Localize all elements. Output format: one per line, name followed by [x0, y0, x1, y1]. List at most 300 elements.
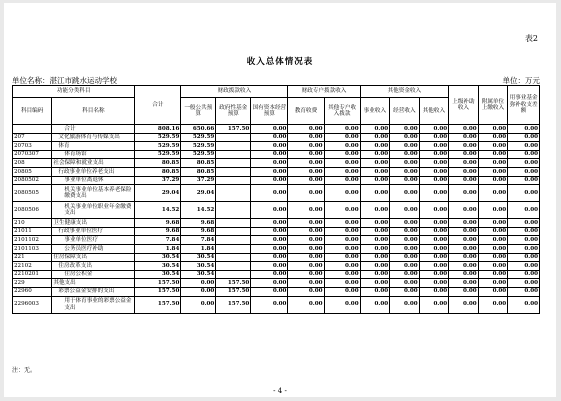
cell-oper: 0.00	[390, 236, 420, 245]
cell-gov-fund	[216, 236, 251, 245]
table-row	[13, 227, 540, 236]
cell-general: 80.85	[181, 167, 216, 176]
row-name: 社会保障和就业支出	[52, 159, 135, 168]
cell-bal: 0.00	[508, 296, 540, 313]
cell-sub: 0.00	[478, 185, 508, 202]
cell-upper: 0.00	[449, 296, 479, 313]
cell-sub: 0.00	[478, 227, 508, 236]
cell-other-sp: 0.00	[324, 279, 360, 288]
cell-bal: 0.00	[508, 202, 540, 219]
cell-biz: 0.00	[360, 185, 390, 202]
row-code: 2080502	[13, 176, 52, 185]
row-name: 事业单位离退休	[52, 176, 135, 185]
table-row	[13, 244, 540, 253]
row-name: 住房公积金	[52, 270, 135, 279]
cell-general: 29.04	[181, 185, 216, 202]
cell-biz: 0.00	[360, 270, 390, 279]
cell-biz: 0.00	[360, 227, 390, 236]
header-general-budget: 一般公共预算	[181, 98, 216, 125]
cell-other: 0.00	[419, 150, 449, 159]
row-name: 机关事业单位职业年金缴费支出	[52, 202, 135, 219]
cell-upper: 0.00	[449, 159, 479, 168]
cell-general: 529.59	[181, 133, 216, 142]
cell-sub: 0.00	[478, 253, 508, 262]
cell-oper: 0.00	[390, 142, 420, 151]
cell-other-sp: 0.00	[324, 287, 360, 296]
row-name: 行政事业单位养老支出	[52, 167, 135, 176]
cell-biz: 0.00	[360, 150, 390, 159]
cell-other-sp: 0.00	[324, 150, 360, 159]
row-name: 其他支出	[52, 279, 135, 288]
cell-edu: 0.00	[288, 219, 324, 228]
cell-sub: 0.00	[478, 296, 508, 313]
cell-other: 0.00	[419, 133, 449, 142]
income-summary-table	[12, 85, 540, 314]
cell-general: 529.59	[181, 150, 216, 159]
cell-oper: 0.00	[390, 227, 420, 236]
cell-bal: 0.00	[508, 159, 540, 168]
cell-general: 9.68	[181, 219, 216, 228]
cell-general: 37.29	[181, 176, 216, 185]
cell-sub: 0.00	[478, 176, 508, 185]
header-subordinate: 附属单位上缴收入	[478, 86, 508, 125]
cell-edu: 0.00	[288, 270, 324, 279]
table-row	[13, 287, 540, 296]
table-title: 收入总体情况表	[246, 57, 314, 67]
cell-other-sp: 0.00	[324, 185, 360, 202]
cell-upper: 0.00	[449, 287, 479, 296]
cell-biz: 0.00	[360, 167, 390, 176]
table-row	[13, 202, 540, 219]
cell-gov-fund	[216, 244, 251, 253]
cell-other: 0.00	[419, 185, 449, 202]
row-code	[13, 125, 52, 134]
row-name: 卫生健康支出	[52, 219, 135, 228]
cell-other: 0.00	[419, 236, 449, 245]
header-other-special: 其他专户收入拨款	[324, 98, 360, 125]
cell-total: 29.04	[135, 185, 181, 202]
cell-bal: 0.00	[508, 219, 540, 228]
table-row	[13, 159, 540, 168]
cell-biz: 0.00	[360, 133, 390, 142]
cell-oper: 0.00	[390, 202, 420, 219]
cell-sub: 0.00	[478, 202, 508, 219]
cell-total: 9.68	[135, 219, 181, 228]
cell-state: 0.00	[251, 236, 288, 245]
cell-oper: 0.00	[390, 125, 420, 134]
cell-total: 37.29	[135, 176, 181, 185]
header-gov-fund: 政府性基金预算	[216, 98, 251, 125]
cell-total: 529.59	[135, 142, 181, 151]
row-name: 彩票公益金安排的支出	[52, 287, 135, 296]
cell-sub: 0.00	[478, 142, 508, 151]
header-name: 科目名称	[52, 98, 135, 125]
cell-biz: 0.00	[360, 219, 390, 228]
cell-total: 80.85	[135, 167, 181, 176]
header-business: 事业收入	[360, 98, 390, 125]
row-code: 221	[13, 253, 52, 262]
row-code: 210	[13, 219, 52, 228]
cell-state: 0.00	[251, 202, 288, 219]
cell-state: 0.00	[251, 253, 288, 262]
cell-gov-fund	[216, 185, 251, 202]
cell-biz: 0.00	[360, 244, 390, 253]
page-number: - 4 -	[273, 387, 287, 395]
cell-state: 0.00	[251, 262, 288, 271]
cell-other: 0.00	[419, 262, 449, 271]
row-code: 20703	[13, 142, 52, 151]
cell-sub: 0.00	[478, 219, 508, 228]
cell-sub: 0.00	[478, 270, 508, 279]
header-code: 科目编码	[13, 98, 52, 125]
cell-other-sp: 0.00	[324, 296, 360, 313]
cell-general: 1.84	[181, 244, 216, 253]
cell-sub: 0.00	[478, 150, 508, 159]
cell-gov-fund	[216, 159, 251, 168]
cell-total: 14.52	[135, 202, 181, 219]
header-total: 合计	[135, 86, 181, 125]
cell-gov-fund: 157.50	[216, 296, 251, 313]
cell-bal: 0.00	[508, 167, 540, 176]
table-row	[13, 279, 540, 288]
cell-upper: 0.00	[449, 125, 479, 134]
cell-bal: 0.00	[508, 185, 540, 202]
cell-total: 529.59	[135, 150, 181, 159]
row-code: 2210201	[13, 270, 52, 279]
sheet-number: 表2	[524, 34, 538, 43]
cell-oper: 0.00	[390, 287, 420, 296]
cell-sub: 0.00	[478, 287, 508, 296]
header-upper-subsidy: 上级补助收入	[449, 86, 479, 125]
cell-other-sp: 0.00	[324, 253, 360, 262]
cell-bal: 0.00	[508, 279, 540, 288]
cell-other-sp: 0.00	[324, 176, 360, 185]
cell-bal: 0.00	[508, 253, 540, 262]
cell-edu: 0.00	[288, 125, 324, 134]
cell-general: 0.00	[181, 296, 216, 313]
cell-other-sp: 0.00	[324, 219, 360, 228]
cell-state: 0.00	[251, 244, 288, 253]
cell-edu: 0.00	[288, 150, 324, 159]
cell-total: 1.84	[135, 244, 181, 253]
cell-general: 7.84	[181, 236, 216, 245]
cell-biz: 0.00	[360, 296, 390, 313]
cell-upper: 0.00	[449, 176, 479, 185]
cell-edu: 0.00	[288, 133, 324, 142]
cell-edu: 0.00	[288, 287, 324, 296]
cell-upper: 0.00	[449, 219, 479, 228]
cell-upper: 0.00	[449, 262, 479, 271]
row-code: 2101102	[13, 236, 52, 245]
cell-sub: 0.00	[478, 236, 508, 245]
row-code: 2080505	[13, 185, 52, 202]
cell-other: 0.00	[419, 287, 449, 296]
cell-oper: 0.00	[390, 296, 420, 313]
table-row	[13, 262, 540, 271]
table-body	[13, 125, 540, 314]
row-name: 体育	[52, 142, 135, 151]
cell-state: 0.00	[251, 287, 288, 296]
cell-other: 0.00	[419, 202, 449, 219]
cell-other-sp: 0.00	[324, 227, 360, 236]
cell-biz: 0.00	[360, 202, 390, 219]
cell-gov-fund	[216, 253, 251, 262]
unit-name: 单位名称：湛江市跳水运动学校	[12, 76, 117, 85]
cell-biz: 0.00	[360, 236, 390, 245]
cell-bal: 0.00	[508, 236, 540, 245]
cell-total: 7.84	[135, 236, 181, 245]
cell-upper: 0.00	[449, 202, 479, 219]
cell-edu: 0.00	[288, 185, 324, 202]
table-row	[13, 219, 540, 228]
cell-sub: 0.00	[478, 244, 508, 253]
cell-edu: 0.00	[288, 142, 324, 151]
row-name: 机关事业单位基本养老保险缴费支出	[52, 185, 135, 202]
cell-gov-fund	[216, 227, 251, 236]
cell-gov-fund	[216, 142, 251, 151]
table-row	[13, 142, 540, 151]
cell-other: 0.00	[419, 227, 449, 236]
row-name: 用于体育事业的彩票公益金支出	[52, 296, 135, 313]
cell-general: 9.68	[181, 227, 216, 236]
cell-biz: 0.00	[360, 279, 390, 288]
cell-sub: 0.00	[478, 125, 508, 134]
cell-state: 0.00	[251, 270, 288, 279]
cell-edu: 0.00	[288, 167, 324, 176]
cell-total: 30.54	[135, 262, 181, 271]
row-name: 事业单位医疗	[52, 236, 135, 245]
cell-bal: 0.00	[508, 125, 540, 134]
cell-gov-fund	[216, 176, 251, 185]
cell-edu: 0.00	[288, 296, 324, 313]
row-code: 229	[13, 279, 52, 288]
cell-bal: 0.00	[508, 150, 540, 159]
cell-bal: 0.00	[508, 270, 540, 279]
cell-total: 808.16	[135, 125, 181, 134]
cell-oper: 0.00	[390, 219, 420, 228]
cell-oper: 0.00	[390, 185, 420, 202]
cell-state: 0.00	[251, 185, 288, 202]
cell-state: 0.00	[251, 159, 288, 168]
cell-upper: 0.00	[449, 236, 479, 245]
table-row	[13, 133, 540, 142]
row-code: 207	[13, 133, 52, 142]
cell-upper: 0.00	[449, 227, 479, 236]
cell-other-sp: 0.00	[324, 202, 360, 219]
row-code: 2070307	[13, 150, 52, 159]
row-name: 住房改革支出	[52, 262, 135, 271]
cell-gov-fund	[216, 202, 251, 219]
table-row	[13, 236, 540, 245]
row-name: 公务员医疗补助	[52, 244, 135, 253]
row-name: 文化旅游体育与传媒支出	[52, 133, 135, 142]
cell-state: 0.00	[251, 279, 288, 288]
cell-general: 529.59	[181, 142, 216, 151]
row-name: 住房保障支出	[52, 253, 135, 262]
cell-upper: 0.00	[449, 279, 479, 288]
cell-biz: 0.00	[360, 253, 390, 262]
cell-bal: 0.00	[508, 244, 540, 253]
cell-biz: 0.00	[360, 142, 390, 151]
cell-biz: 0.00	[360, 262, 390, 271]
cell-oper: 0.00	[390, 244, 420, 253]
cell-upper: 0.00	[449, 150, 479, 159]
cell-sub: 0.00	[478, 133, 508, 142]
cell-general: 0.00	[181, 279, 216, 288]
cell-bal: 0.00	[508, 262, 540, 271]
table-row	[13, 125, 540, 134]
cell-state: 0.00	[251, 167, 288, 176]
cell-gov-fund	[216, 167, 251, 176]
cell-upper: 0.00	[449, 142, 479, 151]
cell-sub: 0.00	[478, 279, 508, 288]
cell-gov-fund: 157.50	[216, 287, 251, 296]
cell-edu: 0.00	[288, 236, 324, 245]
cell-total: 30.54	[135, 270, 181, 279]
cell-other: 0.00	[419, 167, 449, 176]
table-row	[13, 253, 540, 262]
cell-sub: 0.00	[478, 159, 508, 168]
cell-general: 30.54	[181, 270, 216, 279]
cell-state: 0.00	[251, 296, 288, 313]
cell-total: 30.54	[135, 253, 181, 262]
cell-gov-fund	[216, 262, 251, 271]
cell-gov-fund	[216, 133, 251, 142]
cell-other-sp: 0.00	[324, 270, 360, 279]
cell-other: 0.00	[419, 125, 449, 134]
row-name: 体育场馆	[52, 150, 135, 159]
document-page	[4, 3, 556, 397]
cell-upper: 0.00	[449, 253, 479, 262]
header-edu-fee: 教育收费	[288, 98, 324, 125]
cell-other: 0.00	[419, 176, 449, 185]
cell-oper: 0.00	[390, 167, 420, 176]
header-fiscal-group: 财政拨款收入	[181, 86, 288, 98]
row-code: 21011	[13, 227, 52, 236]
cell-biz: 0.00	[360, 159, 390, 168]
cell-gov-fund	[216, 270, 251, 279]
header-func-category: 功能分类科目	[13, 86, 135, 98]
cell-other-sp: 0.00	[324, 133, 360, 142]
cell-upper: 0.00	[449, 133, 479, 142]
cell-oper: 0.00	[390, 270, 420, 279]
cell-other: 0.00	[419, 142, 449, 151]
row-code: 2101103	[13, 244, 52, 253]
cell-oper: 0.00	[390, 150, 420, 159]
cell-oper: 0.00	[390, 253, 420, 262]
cell-edu: 0.00	[288, 176, 324, 185]
cell-upper: 0.00	[449, 185, 479, 202]
cell-other: 0.00	[419, 279, 449, 288]
cell-edu: 0.00	[288, 253, 324, 262]
table-row	[13, 150, 540, 159]
cell-state: 0.00	[251, 142, 288, 151]
cell-bal: 0.00	[508, 133, 540, 142]
cell-state: 0.00	[251, 227, 288, 236]
row-name: 行政事业单位医疗	[52, 227, 135, 236]
footnote: 注：无。	[12, 367, 37, 374]
cell-other-sp: 0.00	[324, 142, 360, 151]
cell-state: 0.00	[251, 176, 288, 185]
cell-total: 157.50	[135, 296, 181, 313]
cell-upper: 0.00	[449, 270, 479, 279]
row-code: 2080506	[13, 202, 52, 219]
cell-bal: 0.00	[508, 142, 540, 151]
cell-state: 0.00	[251, 133, 288, 142]
cell-total: 9.68	[135, 227, 181, 236]
header-operating: 经营收入	[390, 98, 420, 125]
cell-biz: 0.00	[360, 287, 390, 296]
cell-general: 80.85	[181, 159, 216, 168]
cell-state: 0.00	[251, 150, 288, 159]
row-code: 22102	[13, 262, 52, 271]
header-prior-balance: 用事业基金弥补收支差额	[508, 86, 540, 125]
cell-sub: 0.00	[478, 262, 508, 271]
cell-gov-fund: 157.50	[216, 279, 251, 288]
cell-upper: 0.00	[449, 244, 479, 253]
cell-edu: 0.00	[288, 227, 324, 236]
cell-other-sp: 0.00	[324, 236, 360, 245]
cell-other-sp: 0.00	[324, 167, 360, 176]
cell-biz: 0.00	[360, 176, 390, 185]
cell-gov-fund: 157.50	[216, 125, 251, 134]
cell-oper: 0.00	[390, 133, 420, 142]
row-code: 22960	[13, 287, 52, 296]
cell-other-sp: 0.00	[324, 159, 360, 168]
cell-other: 0.00	[419, 219, 449, 228]
cell-total: 80.85	[135, 159, 181, 168]
cell-general: 30.54	[181, 262, 216, 271]
cell-bal: 0.00	[508, 287, 540, 296]
currency-unit: 单位：万元	[502, 76, 540, 85]
cell-biz: 0.00	[360, 125, 390, 134]
cell-other: 0.00	[419, 270, 449, 279]
cell-bal: 0.00	[508, 176, 540, 185]
cell-total: 157.50	[135, 287, 181, 296]
table-row	[13, 176, 540, 185]
cell-bal: 0.00	[508, 227, 540, 236]
cell-oper: 0.00	[390, 279, 420, 288]
header-other-income: 其他收入	[419, 98, 449, 125]
cell-edu: 0.00	[288, 244, 324, 253]
row-code: 20805	[13, 167, 52, 176]
cell-other: 0.00	[419, 253, 449, 262]
table-row	[13, 185, 540, 202]
cell-edu: 0.00	[288, 279, 324, 288]
cell-gov-fund	[216, 219, 251, 228]
row-code: 2296003	[13, 296, 52, 313]
cell-total: 157.50	[135, 279, 181, 288]
cell-other-sp: 0.00	[324, 125, 360, 134]
table-row	[13, 296, 540, 313]
cell-general: 650.66	[181, 125, 216, 134]
cell-general: 0.00	[181, 287, 216, 296]
header-state-capital: 国有资本经营预算	[251, 98, 288, 125]
header-other-funds-group: 其他资金收入	[360, 86, 449, 98]
row-code: 208	[13, 159, 52, 168]
cell-edu: 0.00	[288, 159, 324, 168]
cell-state: 0.00	[251, 219, 288, 228]
cell-other: 0.00	[419, 244, 449, 253]
cell-other-sp: 0.00	[324, 244, 360, 253]
cell-edu: 0.00	[288, 262, 324, 271]
cell-oper: 0.00	[390, 159, 420, 168]
cell-general: 14.52	[181, 202, 216, 219]
cell-other-sp: 0.00	[324, 262, 360, 271]
cell-oper: 0.00	[390, 176, 420, 185]
cell-oper: 0.00	[390, 262, 420, 271]
cell-gov-fund	[216, 150, 251, 159]
